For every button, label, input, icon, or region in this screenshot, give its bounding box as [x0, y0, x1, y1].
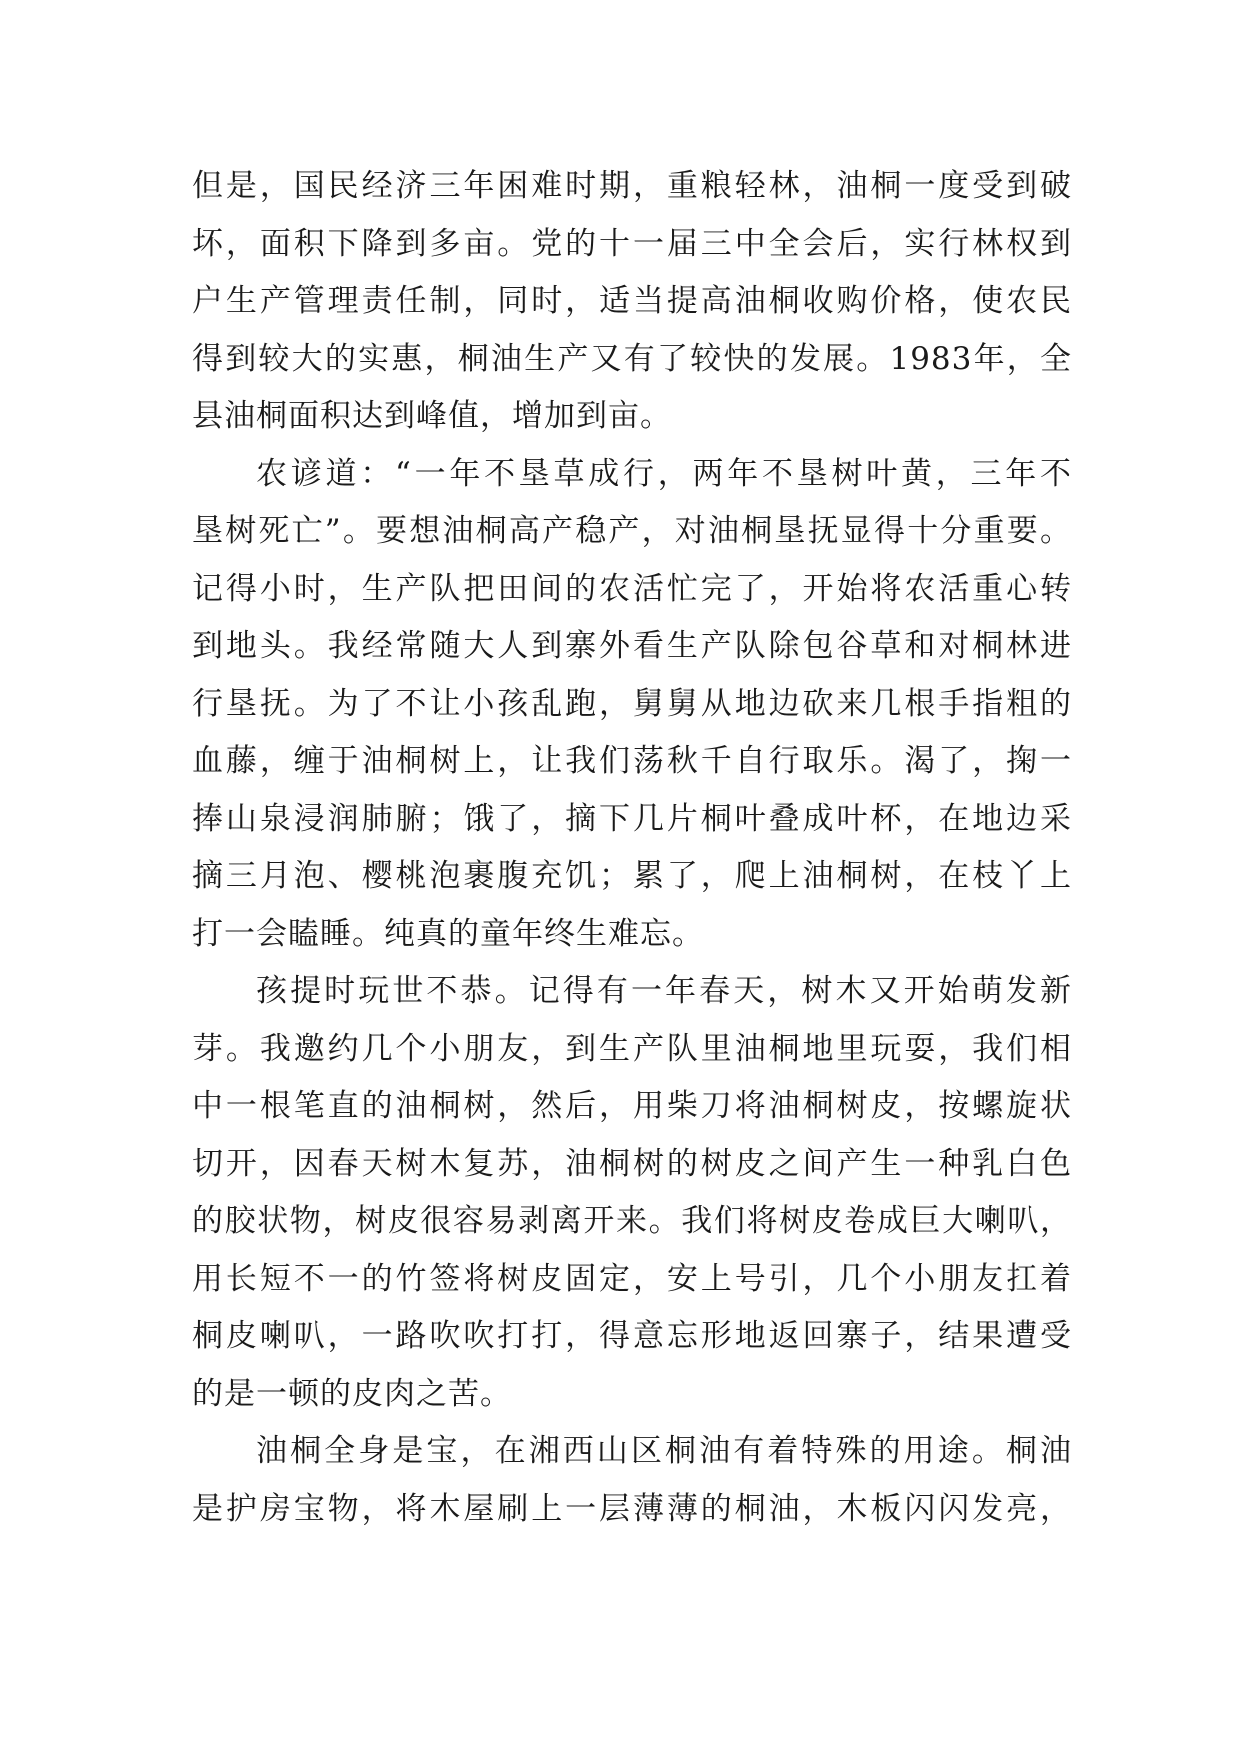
text-line-5: 县油桐面积达到峰值，增加到亩。	[192, 398, 672, 434]
text-line-20: 用长短不一的竹签将树皮固定，安上号引，几个小朋友扛着	[192, 1260, 1072, 1297]
text-line-18: 切开，因春天树木复苏，油桐树的树皮之间产生一种乳白色	[192, 1145, 1072, 1182]
text-line-14: 打一会瞌睡。纯真的童年终生难忘。	[192, 915, 704, 952]
text-line-7: 垦树死亡”。要想油桐高产稳产，对油桐垦抚显得十分重要。	[192, 513, 1072, 549]
text-line-22: 的是一顿的皮肉之苦。	[192, 1375, 512, 1412]
text-line-19: 的胶状物，树皮很容易剥离开来。我们将树皮卷成巨大喇叭，	[192, 1203, 1072, 1239]
text-line-6: 农谚道：“一年不垦草成行，两年不垦树叶黄，三年不	[256, 455, 1072, 492]
text-line-15: 孩提时玩世不恭。记得有一年春天，树木又开始萌发新	[256, 973, 1072, 1009]
text-line-1: 但是，国民经济三年困难时期，重粮轻林，油桐一度受到破	[192, 168, 1072, 204]
text-line-2: 坏，面积下降到多亩。党的十一届三中全会后，实行林权到	[192, 225, 1072, 262]
text-line-21: 桐皮喇叭，一路吹吹打打，得意忘形地返回寨子，结果遭受	[192, 1318, 1072, 1354]
text-line-10: 行垦抚。为了不让小孩乱跑，舅舅从地边砍来几根手指粗的	[192, 685, 1072, 722]
text-line-9: 到地头。我经常随大人到寨外看生产队除包谷草和对桐林进	[192, 628, 1072, 664]
text-line-16: 芽。我邀约几个小朋友，到生产队里油桐地里玩耍，我们相	[192, 1030, 1072, 1067]
text-line-11: 血藤，缠于油桐树上，让我们荡秋千自行取乐。渴了，掬一	[192, 743, 1072, 779]
document-body	[192, 158, 1072, 1538]
text-line-8: 记得小时，生产队把田间的农活忙完了，开始将农活重心转	[192, 570, 1072, 607]
text-line-24: 是护房宝物，将木屋刷上一层薄薄的桐油，木板闪闪发亮，	[192, 1490, 1072, 1527]
text-line-3: 户生产管理责任制，同时，适当提高油桐收购价格，使农民	[192, 283, 1072, 319]
text-line-12: 捧山泉浸润肺腑；饿了，摘下几片桐叶叠成叶杯，在地边采	[192, 800, 1072, 837]
text-line-17: 中一根笔直的油桐树，然后，用柴刀将油桐树皮，按螺旋状	[192, 1088, 1072, 1124]
text-line-13: 摘三月泡、樱桃泡裹腹充饥；累了，爬上油桐树，在枝丫上	[192, 858, 1072, 894]
text-line-23: 油桐全身是宝，在湘西山区桐油有着特殊的用途。桐油	[256, 1433, 1072, 1469]
text-line-4: 得到较大的实惠，桐油生产又有了较快的发展。1983年，全	[192, 340, 1072, 377]
